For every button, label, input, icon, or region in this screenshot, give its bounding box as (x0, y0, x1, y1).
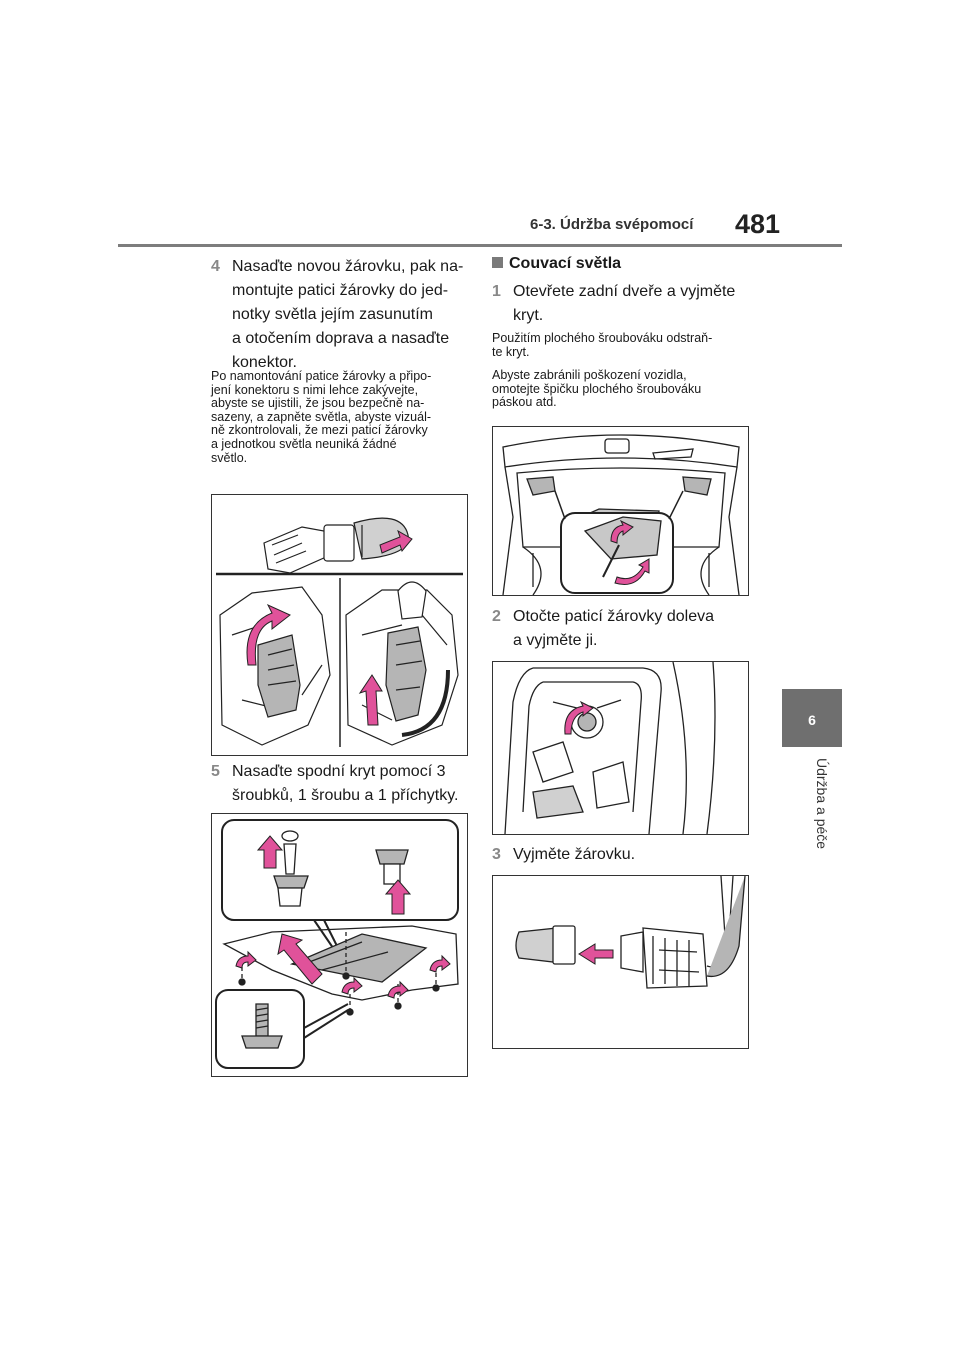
step-text-line: Otevřete zadní dveře a vyjměte (513, 283, 736, 300)
step-number: 3 (492, 846, 501, 863)
tailgate-illustration (492, 426, 749, 596)
step-text-line: notky světla jejím zasunutím (232, 306, 433, 323)
note-line: páskou atd. (492, 395, 557, 410)
page-number: 481 (735, 209, 781, 239)
bulb-socket-illustration (492, 661, 749, 835)
step-number: 5 (211, 763, 220, 780)
step-1 (492, 280, 762, 330)
step-text-line: kryt. (513, 307, 544, 324)
step-3 (492, 843, 762, 869)
step-text-line: a otočením doprava a nasaďte (232, 330, 450, 347)
note-line: jení konektoru s nimi lehce zakývejte, (211, 382, 419, 397)
step-4 (211, 255, 471, 375)
step-text-line: Vyjměte žárovku. (513, 846, 636, 863)
under-cover-illustration (211, 813, 468, 1077)
note-line: světlo. (211, 450, 248, 465)
step-5 (211, 760, 471, 810)
note-line: ně zkontrolovali, že mezi paticí žárovky (211, 423, 428, 438)
step-1-note-b (492, 369, 701, 410)
note-line: Abyste zabránili poškození vozidla, (492, 368, 687, 382)
note-line: sazeny, a zapněte světla, abyste vizuál- (211, 409, 432, 424)
step-number: 2 (492, 608, 501, 625)
step-1-note-a (492, 332, 712, 359)
note-line: a jednotkou světla neuniká žádné (211, 436, 397, 451)
step-text-line: montujte patici žárovky do jed- (232, 282, 449, 299)
step-number: 4 (211, 258, 220, 275)
step-text-line: šroubků, 1 šroubu a 1 příchytky. (232, 787, 459, 804)
chapter-label: Údržba a péče (814, 758, 830, 850)
header-divider (118, 244, 842, 247)
step-text-line: konektor. (232, 354, 297, 371)
section-bullet (492, 257, 503, 268)
step-text-line: Nasaďte novou žárovku, pak na- (232, 258, 464, 275)
step-text-line: a vyjměte ji. (513, 632, 598, 649)
step-number: 1 (492, 283, 501, 300)
step-4-note (211, 370, 431, 465)
section-heading (492, 255, 621, 273)
header-section-title: 6-3. Údržba svépomocí (530, 216, 694, 233)
remove-bulb-illustration (492, 875, 749, 1049)
note-line: Po namontování patice žárovky a připo- (211, 369, 432, 383)
section-title: Couvací světla (509, 255, 622, 272)
note-line: te kryt. (492, 344, 530, 359)
bulb-install-illustration (211, 494, 468, 756)
step-text-line: Nasaďte spodní kryt pomocí 3 (232, 763, 446, 780)
step-text-line: Otočte paticí žárovky doleva (513, 608, 714, 625)
note-line: Použitím plochého šroubováku odstraň- (492, 331, 713, 345)
step-2 (492, 605, 762, 655)
note-line: omotejte špičku plochého šroubováku (492, 381, 702, 396)
chapter-number: 6 (808, 712, 816, 728)
note-line: abyste se ujistili, že jsou bezpečně na- (211, 396, 425, 411)
